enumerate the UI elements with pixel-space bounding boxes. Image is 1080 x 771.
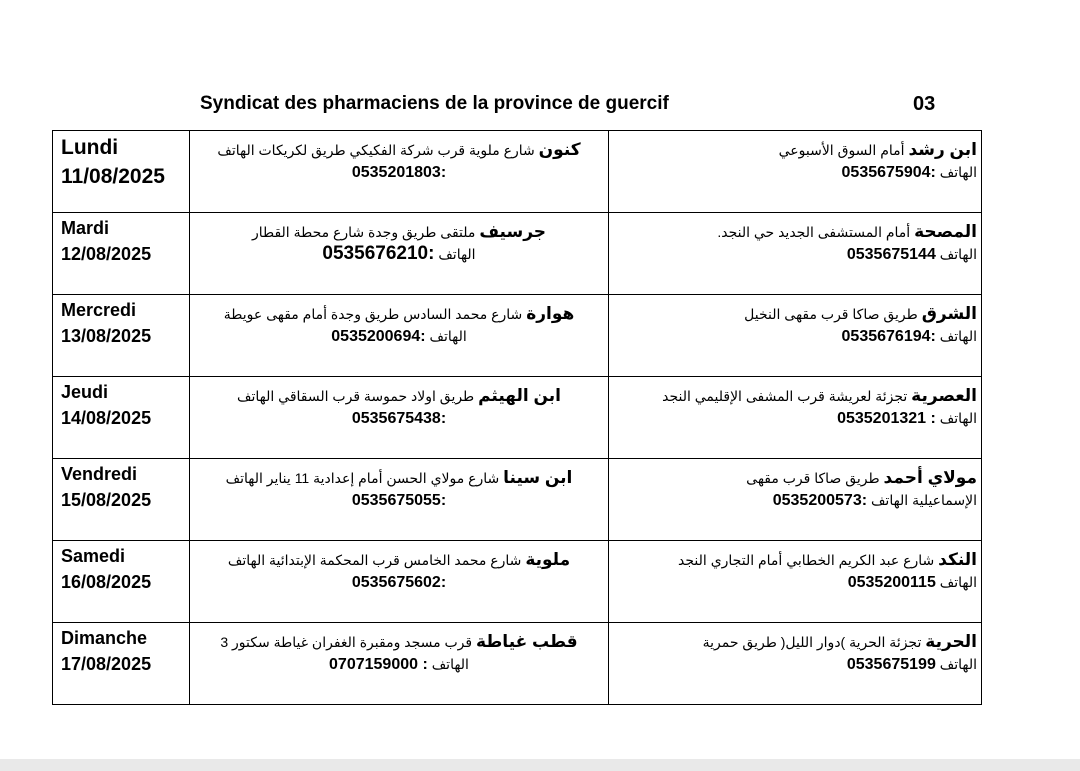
duty-row [53,459,982,541]
pharmacy-name: العصرية [911,386,977,405]
pharmacy-address: تجزئة لعريشة قرب المشفى الإقليمي النجد [662,388,908,404]
phone-label: الهاتف [939,164,977,180]
phone-label: الهاتف [939,656,977,672]
pharmacy-phone-line [200,407,598,430]
day-date: 17/08/2025 [61,654,152,674]
pharmacy-address: طريق اولاد حموسة قرب السقاقي الهاتف [237,388,475,404]
day-name: Vendredi [61,464,138,484]
pharmacy-address: أمام المستشفى الجديد حي النجد. [717,224,911,240]
duty-row [53,295,982,377]
duty-row [53,377,982,459]
phone-number: 0707159000 : [329,656,428,673]
pharmacy-cell-left [190,213,609,295]
pharmacy-name-address [619,303,977,325]
pharmacy-cell-left [190,541,609,623]
phone-number: 0535675055: [351,492,447,509]
phone-label: الهاتف [431,656,469,672]
day-name: Mercredi [61,300,137,320]
day-cell [53,377,190,459]
pharmacy-entry [609,295,981,348]
phone-number: 0535675144 [846,246,936,263]
pharmacy-entry [609,131,981,184]
pharmacy-name: ابن رشد [908,140,977,159]
pharmacy-phone-line [200,489,598,512]
pharmacy-name-address [200,631,598,653]
phone-label: الهاتف [429,328,467,344]
pharmacy-cell-right [609,541,982,623]
pharmacy-address: شارع مولاي الحسن أمام إعدادية 11 يناير الهاتف [225,470,500,486]
phone-number: 0535675602: [351,574,447,591]
pharmacy-entry [190,131,608,184]
pharmacy-entry [609,377,981,430]
pharmacy-address: طريق صاكا قرب مقهى النخيل [744,306,918,322]
phone-number: 0535201803: [351,164,447,181]
day-cell [53,131,190,213]
pharmacy-entry [609,623,981,676]
day-cell [53,459,190,541]
pharmacy-name: ابن الهيثم [478,386,561,405]
pharmacy-address: شارع ملوية قرب شركة الفكيكي طريق لكريكات الهاتف [217,142,535,158]
day-date: 15/08/2025 [61,490,152,510]
pharmacy-address: شارع عبد الكريم الخطابي أمام التجاري النجد [678,552,935,568]
day-name: Samedi [61,546,126,566]
phone-number: 0535675904: [841,164,936,181]
pharmacy-name: مولاي أحمد [883,468,977,487]
duty-row [53,131,982,213]
pharmacy-entry [190,623,608,676]
pharmacy-name-address [619,385,977,407]
pharmacy-name: المصحة [914,222,977,241]
pharmacy-name: هوارة [526,304,575,323]
phone-number: 0535200573: [772,492,868,509]
phone-number: 0535200694: [331,328,426,345]
pharmacy-entry [190,541,608,594]
pharmacy-name: كنون [538,140,581,159]
pharmacy-address: تجزئة الحرية )دوار الليل( طريق حمرية [702,634,922,650]
pharmacy-name: ملوية [525,550,571,569]
pharmacy-phone-line [619,325,977,348]
pharmacy-cell-right [609,377,982,459]
pharmacy-entry [190,459,608,512]
day-name: Lundi [61,136,119,159]
pharmacy-phone-line [619,161,977,184]
pharmacy-cell-left [190,377,609,459]
phone-number: 0535675438: [351,410,447,427]
pharmacy-cell-left [190,131,609,213]
pharmacy-address: قرب مسجد ومقبرة الغفران غياطة سكتور 3 [220,634,473,650]
pharmacy-name-address [619,631,977,653]
pharmacy-address: شارع محمد الخامس قرب المحكمة الإبتدائية الهاتف [227,552,522,568]
pharmacy-name-address [200,467,598,489]
phone-number: 0535676210: [322,243,435,264]
phone-label: الإسماعيلية الهاتف [870,492,977,508]
pharmacy-cell-left [190,623,609,705]
phone-label: الهاتف [939,246,977,262]
phone-label: الهاتف [939,328,977,344]
pharmacy-phone-line [200,653,598,676]
pharmacy-address: شارع محمد السادس طريق وجدة أمام مقهى عويطة [223,306,523,322]
phone-number: 0535201321 : [837,410,936,427]
pharmacy-name: قطب غياطة [475,632,578,651]
phone-label: الهاتف [438,246,476,262]
pharmacy-entry [609,541,981,594]
pharmacy-cell-right [609,131,982,213]
pharmacy-name-address [200,303,598,325]
pharmacy-name: ابن سينا [503,468,573,487]
day-cell [53,623,190,705]
pharmacy-name-address [619,221,977,243]
pharmacy-name: الشرق [921,304,977,323]
pharmacy-name: النكد [938,550,977,569]
pharmacy-address: طريق صاكا قرب مقهى [746,470,880,486]
pharmacy-entry [190,377,608,430]
day-date: 12/08/2025 [61,244,152,264]
pharmacy-name: الحرية [925,632,977,651]
pharmacy-duty-table [52,130,982,705]
pharmacy-cell-right [609,295,982,377]
pharmacy-phone-line [200,325,598,348]
day-date: 13/08/2025 [61,326,152,346]
day-name: Mardi [61,218,110,238]
day-name: Dimanche [61,628,148,648]
pharmacy-name-address [200,385,598,407]
pharmacy-address: ملتقى طريق وجدة شارع محطة القطار [251,224,476,240]
day-cell [53,295,190,377]
day-cell [53,541,190,623]
day-date: 11/08/2025 [61,165,165,188]
document-title: Syndicat des pharmaciens de la province de guercif [200,93,669,114]
bottom-strip [0,759,1080,771]
pharmacy-cell-right [609,459,982,541]
day-date: 16/08/2025 [61,572,152,592]
day-cell [53,213,190,295]
phone-label: الهاتف [939,410,977,426]
pharmacy-entry [190,295,608,348]
pharmacy-phone-line [200,243,598,265]
pharmacy-phone-line [200,571,598,594]
pharmacy-entry [190,213,608,265]
pharmacy-phone-line [619,653,977,676]
pharmacy-entry [609,459,981,512]
duty-row [53,623,982,705]
pharmacy-address: أمام السوق الأسبوعي [778,142,905,158]
pharmacy-phone-line [619,571,977,594]
day-date: 14/08/2025 [61,408,152,428]
duty-row [53,213,982,295]
phone-number: 0535200115 [847,574,936,591]
pharmacy-phone-line [619,407,977,430]
phone-label: الهاتف [939,574,977,590]
pharmacy-name: جرسيف [479,222,547,241]
pharmacy-name-address [619,549,977,571]
pharmacy-phone-line [619,243,977,266]
pharmacy-phone-line [200,161,598,184]
pharmacy-name-address [200,549,598,571]
duty-row [53,541,982,623]
phone-number: 0535676194: [841,328,936,345]
pharmacy-cell-right [609,213,982,295]
page-number: 03 [913,93,936,115]
phone-number: 0535675199 [846,656,936,673]
pharmacy-cell-left [190,295,609,377]
pharmacy-name-address [200,139,598,161]
pharmacy-cell-right [609,623,982,705]
pharmacy-name-address [619,467,977,489]
pharmacy-entry [609,213,981,266]
pharmacy-name-address [619,139,977,161]
pharmacy-cell-left [190,459,609,541]
day-name: Jeudi [61,382,109,402]
pharmacy-phone-line [619,489,977,512]
pharmacy-name-address [200,221,598,243]
